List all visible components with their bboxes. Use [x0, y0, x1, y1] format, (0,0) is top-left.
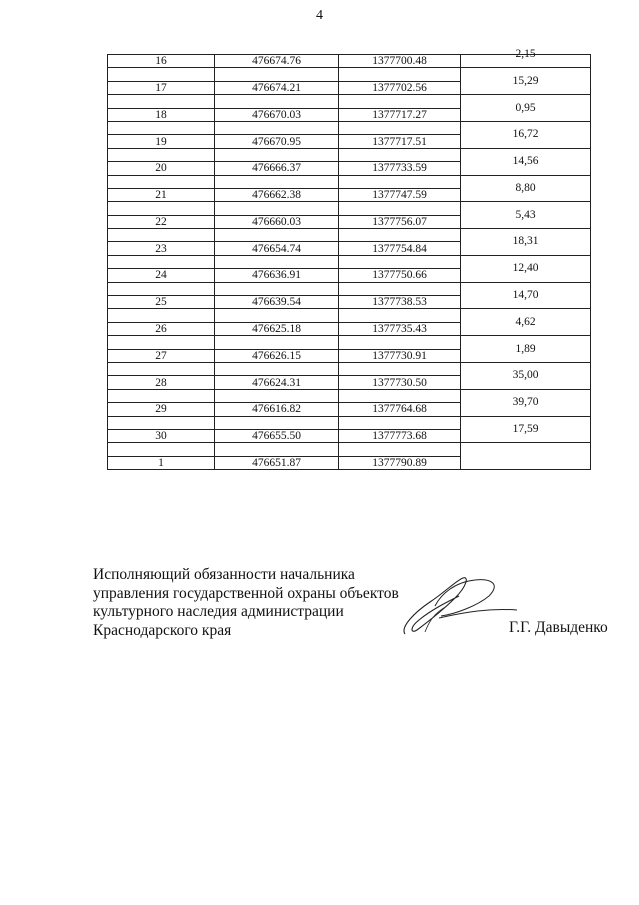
table-cell [339, 175, 461, 188]
segment-length-cell [461, 181, 591, 201]
y-coordinate-cell: 1377717.51 [339, 135, 461, 148]
x-coordinate-cell: 476626.15 [215, 349, 339, 362]
segment-length-cell [461, 128, 591, 148]
segment-length-value: 14,56 [512, 155, 539, 168]
point-number-cell: 28 [108, 376, 215, 389]
table-row [108, 322, 591, 335]
table-cell [108, 389, 215, 402]
table-cell [339, 443, 461, 456]
segment-length-value: 17,59 [512, 422, 539, 435]
table-cell [339, 229, 461, 242]
point-number-cell: 20 [108, 162, 215, 175]
x-coordinate-cell: 476666.37 [215, 162, 339, 175]
point-number-cell: 1 [108, 456, 215, 469]
signatory-name: Г.Г. Давыденко [509, 619, 608, 636]
table-row [108, 135, 591, 148]
point-number-cell: 30 [108, 429, 215, 442]
table-cell [108, 336, 215, 349]
table-row [108, 55, 591, 68]
x-coordinate-cell: 476624.31 [215, 376, 339, 389]
table-cell [215, 95, 339, 108]
x-coordinate-cell: 476674.21 [215, 81, 339, 94]
point-number-cell: 16 [108, 55, 215, 68]
segment-length-value: 5,43 [515, 208, 536, 221]
segment-length-cell [461, 208, 591, 228]
table-cell [215, 175, 339, 188]
segment-length-cell [461, 443, 591, 456]
table-cell [108, 255, 215, 268]
segment-length-value: 12,40 [512, 262, 539, 275]
segment-length-value: 39,70 [512, 396, 539, 409]
y-coordinate-cell: 1377747.59 [339, 188, 461, 201]
coordinates-table-body [108, 48, 591, 470]
segment-length-value: 16,72 [512, 128, 539, 141]
point-number-cell: 25 [108, 296, 215, 309]
signatory-title-line: управления государственной охраны объектов [93, 584, 399, 602]
table-row [108, 108, 591, 121]
table-cell [339, 95, 461, 108]
y-coordinate-cell: 1377773.68 [339, 429, 461, 442]
table-cell [339, 148, 461, 161]
y-coordinate-cell: 1377756.07 [339, 215, 461, 228]
point-number-cell: 21 [108, 188, 215, 201]
table-cell [215, 148, 339, 161]
table-cell [339, 121, 461, 134]
table-cell [108, 282, 215, 295]
segment-length-cell [461, 342, 591, 362]
segment-length-cell [461, 48, 591, 68]
y-coordinate-cell: 1377733.59 [339, 162, 461, 175]
table-cell [215, 336, 339, 349]
x-coordinate-cell: 476651.87 [215, 456, 339, 469]
table-cell [108, 443, 215, 456]
page-number: 4 [316, 8, 323, 23]
y-coordinate-cell: 1377754.84 [339, 242, 461, 255]
x-coordinate-cell: 476655.50 [215, 429, 339, 442]
y-coordinate-cell: 1377700.48 [339, 55, 461, 68]
segment-length-cell [461, 315, 591, 335]
table-cell [108, 121, 215, 134]
table-cell [215, 416, 339, 429]
segment-length-value: 14,70 [512, 288, 539, 301]
signatory-title [93, 566, 399, 640]
table-cell [339, 309, 461, 322]
handwritten-signature [395, 572, 520, 642]
segment-length-value: 0,95 [515, 101, 536, 114]
y-coordinate-cell: 1377730.91 [339, 349, 461, 362]
segment-length-value: 8,80 [515, 181, 536, 194]
table-cell [339, 416, 461, 429]
segment-length-cell [461, 74, 591, 94]
y-coordinate-cell: 1377735.43 [339, 322, 461, 335]
table-row [108, 296, 591, 309]
table-row [108, 269, 591, 282]
y-coordinate-cell: 1377750.66 [339, 269, 461, 282]
table-cell [215, 443, 339, 456]
point-number-cell: 27 [108, 349, 215, 362]
point-number-cell: 18 [108, 108, 215, 121]
segment-length-cell [461, 422, 591, 442]
table-cell [339, 255, 461, 268]
table-row [108, 376, 591, 389]
segment-length-cell [461, 369, 591, 389]
table-cell [215, 229, 339, 242]
table-row [108, 188, 591, 201]
y-coordinate-cell: 1377702.56 [339, 81, 461, 94]
table-cell [339, 282, 461, 295]
table-row [108, 443, 591, 456]
segment-length-value: 15,29 [512, 74, 539, 87]
segment-length-cell [461, 456, 591, 469]
x-coordinate-cell: 476670.95 [215, 135, 339, 148]
table-row [108, 429, 591, 442]
y-coordinate-cell: 1377730.50 [339, 376, 461, 389]
table-cell [215, 202, 339, 215]
signatory-title-line: культурного наследия администрации [93, 603, 344, 620]
point-number-cell: 17 [108, 81, 215, 94]
coordinates-table [107, 48, 591, 470]
table-cell [108, 95, 215, 108]
point-number-cell: 26 [108, 322, 215, 335]
table-cell [339, 68, 461, 81]
x-coordinate-cell: 476654.74 [215, 242, 339, 255]
point-number-cell: 19 [108, 135, 215, 148]
segment-length-cell [461, 288, 591, 309]
table-cell [339, 202, 461, 215]
x-coordinate-cell: 476639.54 [215, 296, 339, 309]
segment-length-cell [461, 396, 591, 416]
y-coordinate-cell: 1377790.89 [339, 456, 461, 469]
table-cell [215, 282, 339, 295]
point-number-cell: 22 [108, 215, 215, 228]
table-cell [108, 148, 215, 161]
table-cell [215, 255, 339, 268]
table-row [108, 215, 591, 228]
table-cell [215, 68, 339, 81]
table-row [108, 403, 591, 416]
table-cell [108, 68, 215, 81]
table-row [108, 456, 591, 469]
table-cell [108, 229, 215, 242]
y-coordinate-cell: 1377764.68 [339, 403, 461, 416]
segment-length-value: 1,89 [515, 342, 536, 355]
table-cell [108, 202, 215, 215]
signatory-title-line: Краснодарского края [93, 621, 232, 639]
segment-length-cell [461, 101, 591, 121]
table-cell [108, 416, 215, 429]
table-cell [108, 362, 215, 375]
segment-length-value: 18,31 [512, 235, 539, 248]
y-coordinate-cell: 1377738.53 [339, 296, 461, 309]
table-row [108, 242, 591, 255]
table-row [108, 349, 591, 362]
x-coordinate-cell: 476616.82 [215, 403, 339, 416]
table-cell [215, 309, 339, 322]
table-row [108, 81, 591, 94]
segment-length-value: 2,15 [515, 48, 536, 61]
y-coordinate-cell: 1377717.27 [339, 108, 461, 121]
table-cell [108, 175, 215, 188]
segment-length-cell [461, 155, 591, 175]
x-coordinate-cell: 476670.03 [215, 108, 339, 121]
segment-length-value: 35,00 [512, 369, 539, 382]
x-coordinate-cell: 476674.76 [215, 55, 339, 68]
point-number-cell: 23 [108, 242, 215, 255]
table-cell [215, 362, 339, 375]
table-cell [339, 389, 461, 402]
table-cell [339, 362, 461, 375]
x-coordinate-cell: 476660.03 [215, 215, 339, 228]
point-number-cell: 24 [108, 269, 215, 282]
segment-length-value: 4,62 [515, 315, 536, 328]
table-row [108, 162, 591, 175]
signatory-title-line: Исполняющий обязанности начальника [93, 566, 355, 583]
table-cell [108, 309, 215, 322]
x-coordinate-cell: 476636.91 [215, 269, 339, 282]
table-cell [215, 389, 339, 402]
x-coordinate-cell: 476625.18 [215, 322, 339, 335]
x-coordinate-cell: 476662.38 [215, 188, 339, 201]
table-cell [215, 121, 339, 134]
point-number-cell: 29 [108, 403, 215, 416]
segment-length-cell [461, 262, 591, 282]
segment-length-cell [461, 235, 591, 255]
table-cell [339, 336, 461, 349]
